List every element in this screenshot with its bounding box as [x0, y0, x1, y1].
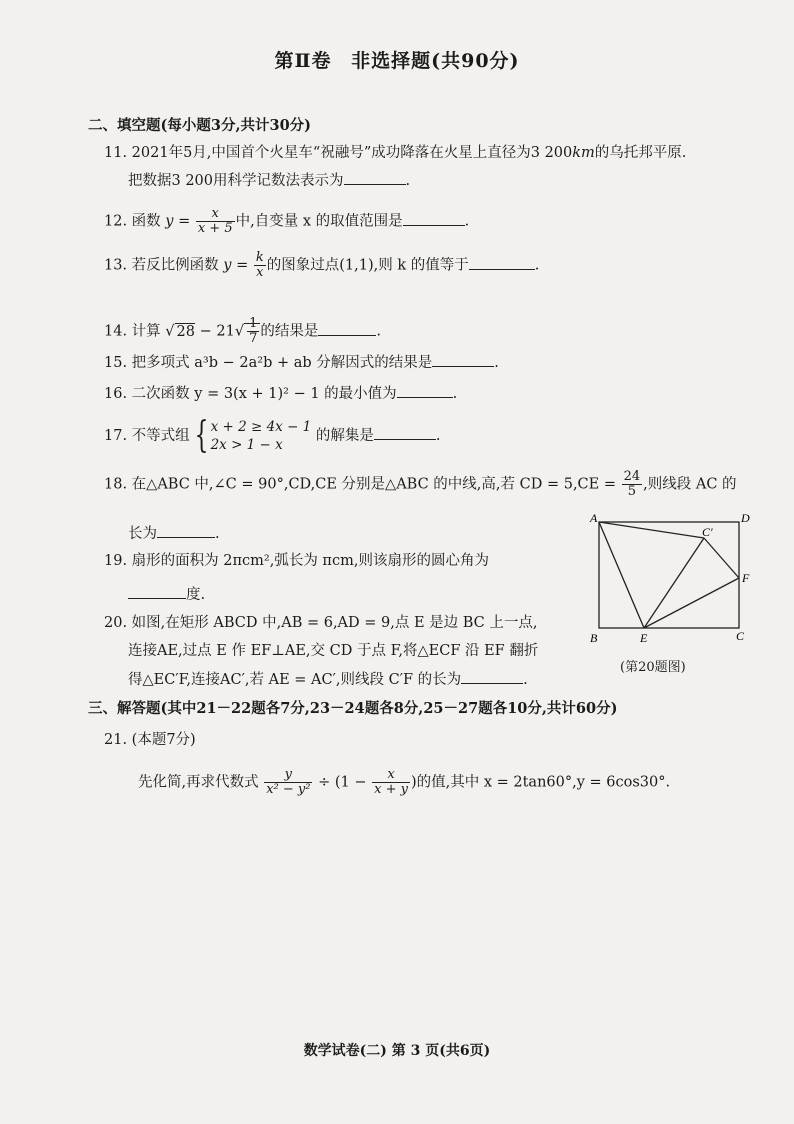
answer-blank [157, 523, 215, 538]
part-title: 非选择题(共90分) [351, 50, 520, 72]
fraction: $\frac{x}{x + 5}$ [197, 206, 233, 236]
fraction: $\frac{k}{x}$ [255, 250, 264, 280]
answer-blank [461, 669, 523, 684]
section-heading-fill-in: 二、填空题(每小题3分,共计30分) [88, 117, 312, 134]
answer-blank [403, 211, 465, 226]
question-14: 14. 计算 √ 28 − 21√ $\frac{1}{7}$ 的结果是 . [104, 316, 381, 346]
question-16: 16. 二次函数 y = 3(x + 1)² − 1 的最小值为 . [104, 383, 457, 404]
question-19-line2: 度. [128, 584, 205, 605]
geometry-figure-q20 [584, 510, 764, 676]
label-d: D [741, 511, 750, 525]
label-f: F [742, 571, 750, 585]
label-c: C [736, 629, 745, 643]
question-11-line2: 把数据3 200用科学记数法表示为 . [128, 170, 410, 191]
label-b: B [590, 631, 598, 645]
label-a: A [590, 511, 598, 525]
page-title [0, 46, 794, 73]
question-11-line1: 11. 2021年5月,中国首个火星车“祝融号”成功降落在火星上直径为3 200km的乌托邦平原. [104, 145, 687, 161]
fraction: $\frac{x}{x + y}$ [374, 767, 408, 797]
left-brace: { [194, 415, 208, 456]
answer-blank [128, 584, 186, 599]
part-label: 第Ⅱ卷 [274, 50, 332, 72]
section-heading-solutions: 三、解答题(其中21－22题各7分,23－24题各8分,25－27题各10分,共计60分) [88, 700, 618, 717]
label-c-prime: C′ [702, 525, 713, 539]
question-20-line3: 得△EC′F,连接AC′,若 AE = AC′,则线段 C′F 的长为 . [128, 669, 528, 690]
question-21-body: 先化简,再求代数式 $\frac{y}{\text{x² − y²}}$ ÷ (1 − $\frac{x}{x + y}$ )的值,其中 x = 2tan60°,y = 6cos30°. [138, 767, 671, 797]
question-20-line1: 20. 如图,在矩形 ABCD 中,AB = 6,AD = 9,点 E 是边 BC 上一点, [104, 615, 538, 631]
question-12: 12. 函数 y = $\frac{x}{x + 5}$ 中,自变量 x 的取值范围是 . [104, 206, 470, 236]
answer-blank [344, 170, 406, 185]
question-18-line2: 长为 . [128, 523, 220, 544]
question-13: 13. 若反比例函数 y = $\frac{k}{x}$ 的图象过点(1,1),则 k 的值等于 . [104, 250, 540, 280]
segment-ec-prime [644, 538, 704, 628]
label-e: E [640, 631, 648, 645]
fraction: $\frac{y}{\text{x² − y²}}$ [266, 767, 311, 797]
fraction: $\frac{24}{5}$ [623, 469, 641, 499]
answer-blank [374, 425, 436, 440]
question-18-line1: 18. 在△ABC 中,∠C = 90°,CD,CE 分别是△ABC 的中线,高,若 CD = 5,CE = $\frac{24}{5}$ ,则线段 AC 的 [104, 469, 737, 499]
answer-blank [318, 321, 376, 336]
answer-blank [469, 255, 535, 270]
segment-ef [644, 578, 739, 628]
question-21-title: 21. (本题7分) [104, 732, 196, 748]
page-footer: 数学试卷(二) 第 3 页(共6页) [303, 1043, 491, 1059]
answer-blank [397, 383, 453, 398]
segment-ae [599, 522, 644, 628]
segment-ac-prime [599, 522, 704, 538]
figure-caption: (第20题图) [620, 660, 686, 675]
question-15: 15. 把多项式 a³b − 2a²b + ab 分解因式的结果是 . [104, 352, 499, 373]
question-20-line2: 连接AE,过点 E 作 EF⊥AE,交 CD 于点 F,将△ECF 沿 EF 翻折 [128, 643, 539, 659]
fraction: $\frac{1}{7}$ [249, 316, 258, 346]
inequality-system: x + 2 ≥ 4x − 1 2x > 1 − x [210, 419, 312, 453]
answer-blank [432, 352, 494, 367]
question-17: 17. 不等式组 { x + 2 ≥ 4x − 1 2x > 1 − x 的解集是 . [104, 415, 441, 456]
segment-c-prime-f [704, 538, 739, 578]
rectangle-abcd [599, 522, 739, 628]
question-19-line1: 19. 扇形的面积为 2πcm²,弧长为 πcm,则该扇形的圆心角为 [104, 553, 489, 569]
